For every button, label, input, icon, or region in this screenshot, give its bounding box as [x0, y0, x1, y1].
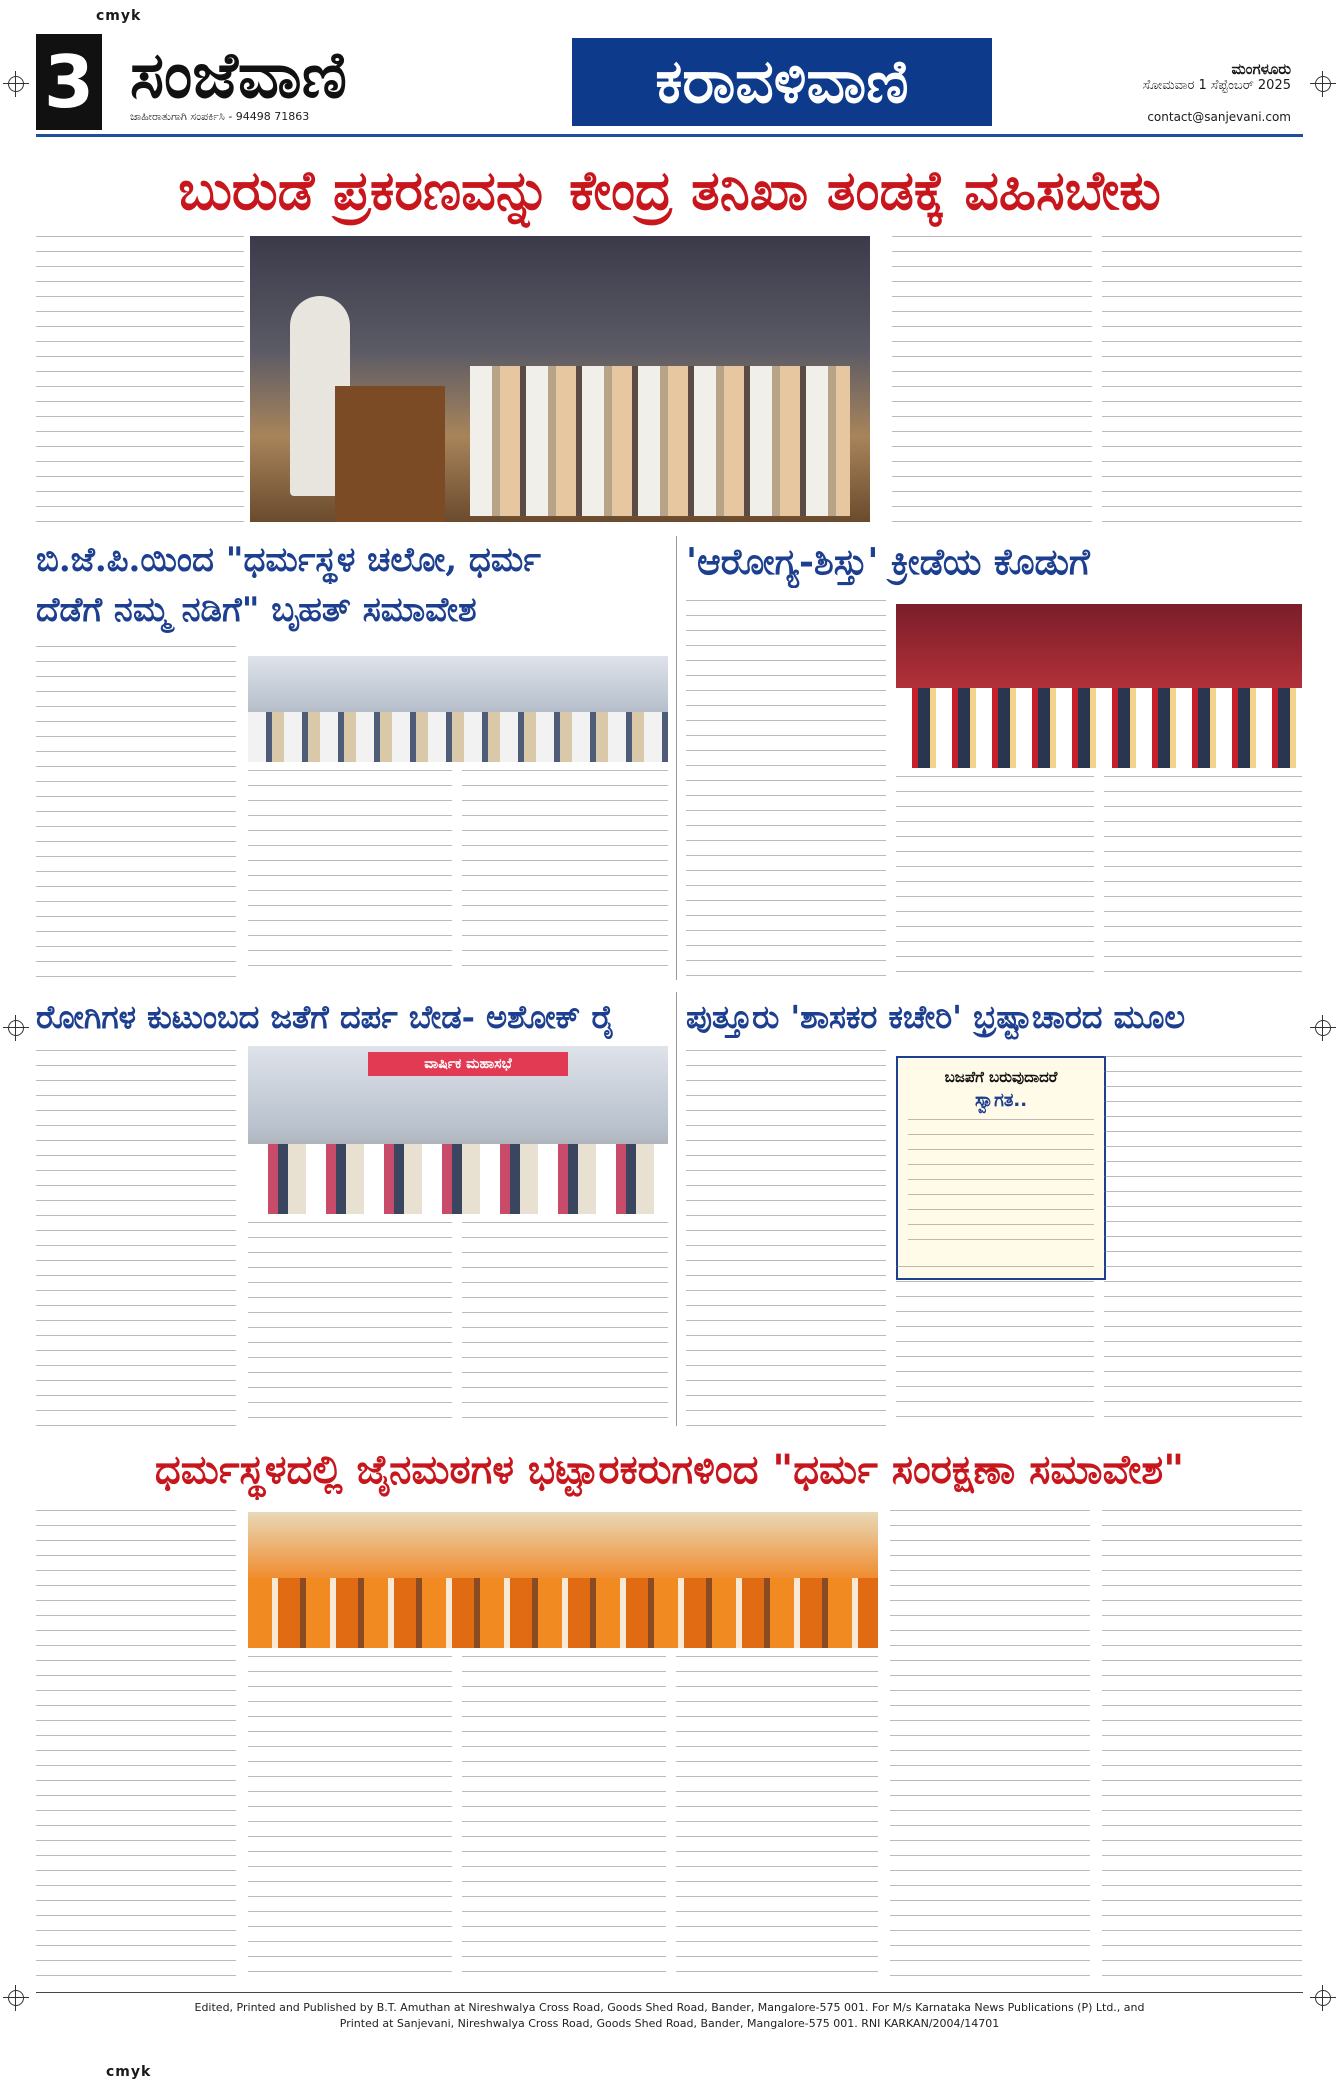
dharma-body-col3 [462, 1656, 666, 1980]
registration-mark-left-mid [8, 1020, 24, 1036]
dharma-seers-row [248, 1578, 878, 1648]
inset-box-title: ಬಜಪೆಗೆ ಬರುವುದಾದರೆ [944, 1068, 1058, 1086]
inset-box-text [908, 1119, 1094, 1249]
dateline-city: ಮಂಗಳೂರು [1231, 60, 1291, 78]
registration-mark-right-top [1315, 76, 1331, 92]
bjp-body-col1 [36, 646, 236, 980]
sports-body-col1 [686, 600, 886, 980]
lead-body-col3 [1102, 236, 1302, 522]
bjp-meeting-people [248, 712, 668, 762]
dharma-body-col2 [248, 1656, 452, 1980]
bjp-meeting-photo [248, 656, 668, 762]
puttur-body-col1 [686, 1050, 886, 1426]
footer-rule [36, 1992, 1303, 1993]
podium [335, 386, 445, 522]
dateline [1143, 60, 1291, 93]
registration-mark-right-bottom [1315, 1990, 1331, 2006]
sports-headline: 'ಆರೋಗ್ಯ-ಶಿಸ್ತು' ಕ್ರೀಡೆಯ ಕೊಡುಗೆ [686, 541, 1090, 583]
bjp-rally-headline-1: ಬಿ.ಜೆ.ಪಿ.ಯಿಂದ "ಧರ್ಮಸ್ಥಳ ಚಲೋ, ಧರ್ಮ [36, 540, 541, 580]
cmyk-mark-bottom: cmyk [106, 2064, 152, 2080]
patients-body-col1 [36, 1050, 236, 1426]
puttur-inset-box [896, 1056, 1106, 1280]
header-divider [36, 134, 1303, 137]
dharma-headline: ಧರ್ಮಸ್ಥಳದಲ್ಲಿ ಜೈನಮಠಗಳ ಭಟ್ಟಾರಕರುಗಳಿಂದ "ಧರ್ಮ ಸಂರಕ್ಷಣಾ ಸಮಾವೇಶ" [154, 1446, 1185, 1493]
registration-mark-left-top [8, 76, 24, 92]
audience-crowd [470, 366, 850, 516]
puttur-body-col3 [1104, 1056, 1302, 1426]
inset-box-subtitle: ಸ್ವಾಗತ.. [974, 1090, 1028, 1111]
patients-meeting-people [248, 1144, 668, 1214]
sports-dignitaries [896, 688, 1302, 768]
imprint-line [36, 2000, 1303, 2032]
lead-photo-speaker [250, 236, 870, 522]
dharma-body-col5 [890, 1510, 1090, 1980]
sports-body-col3 [1104, 776, 1302, 980]
patients-body-col2 [248, 1222, 452, 1426]
puttur-body-col2 [896, 1266, 1094, 1426]
column-divider-mid-upper [676, 536, 677, 980]
masthead-karavali-text: ಕರಾವಳಿವಾಣಿ [655, 47, 909, 117]
masthead-karavali-vani [572, 38, 992, 126]
patients-body-col3 [462, 1222, 668, 1426]
dharma-seers-photo [248, 1512, 878, 1648]
sports-event-photo [896, 604, 1302, 768]
page-number: 3 [36, 34, 102, 130]
dharma-body-col1 [36, 1510, 236, 1980]
dateline-date: ಸೋಮವಾರ 1 ಸೆಪ್ಟೆಂಬರ್ 2025 [1142, 78, 1291, 93]
lead-body-col1 [36, 236, 244, 522]
patients-headline: ರೋಗಿಗಳ ಕುಟುಂಬದ ಜತೆಗೆ ದರ್ಪ ಬೇಡ- ಅಶೋಕ್ ರೈ [36, 998, 616, 1036]
column-divider-mid-lower [676, 992, 677, 1426]
lead-body-col2 [892, 236, 1092, 522]
registration-mark-left-bottom [8, 1990, 24, 2006]
imprint-line-2: Printed at Sanjevani, Nireshwalya Cross Road, Goods Shed Road, Bander, Mangalore-575 001. RNI KARKAN/2004/14701 [339, 2017, 1000, 2030]
sports-body-col2 [896, 776, 1094, 980]
dharma-body-col6 [1102, 1510, 1302, 1980]
masthead-ad-contact: ಜಾಹೀರಾತುಗಾಗಿ ಸಂಪರ್ಕಿಸಿ - 94498 71863 [130, 110, 310, 123]
annual-meeting-banner: ವಾರ್ಷಿಕ ಮಹಾಸಭೆ [368, 1052, 568, 1076]
puttur-headline: ಪುತ್ತೂರು 'ಶಾಸಕರ ಕಚೇರಿ' ಭ್ರಷ್ಟಾಚಾರದ ಮೂಲ [686, 998, 1186, 1036]
bjp-body-col2 [248, 770, 452, 980]
registration-mark-right-mid [1315, 1020, 1331, 1036]
contact-email: contact@sanjevani.com [1147, 110, 1291, 124]
masthead-sanjevani [130, 36, 470, 114]
dharma-body-col4 [676, 1656, 878, 1980]
bjp-body-col3 [462, 770, 668, 980]
masthead-sanjevani-text: ಸಂಜೆವಾಣಿ [130, 37, 347, 113]
cmyk-mark-top: cmyk [96, 8, 142, 24]
patients-meeting-photo [248, 1046, 668, 1214]
lead-headline: ಬುರುಡೆ ಪ್ರಕರಣವನ್ನು ಕೇಂದ್ರ ತನಿಖಾ ತಂಡಕ್ಕೆ ವಹಿಸಬೇಕು [178, 158, 1161, 222]
imprint-line-1: Edited, Printed and Published by B.T. Amuthan at Nireshwalya Cross Road, Goods Shed Road, Bander, Mangalore-575 001. For M/s Karnataka News Publications (P) Ltd., and [194, 2001, 1145, 2014]
bjp-rally-headline-2: ದೆಡೆಗೆ ನಮ್ಮ ನಡಿಗೆ" ಬೃಹತ್ ಸಮಾವೇಶ [36, 590, 477, 630]
